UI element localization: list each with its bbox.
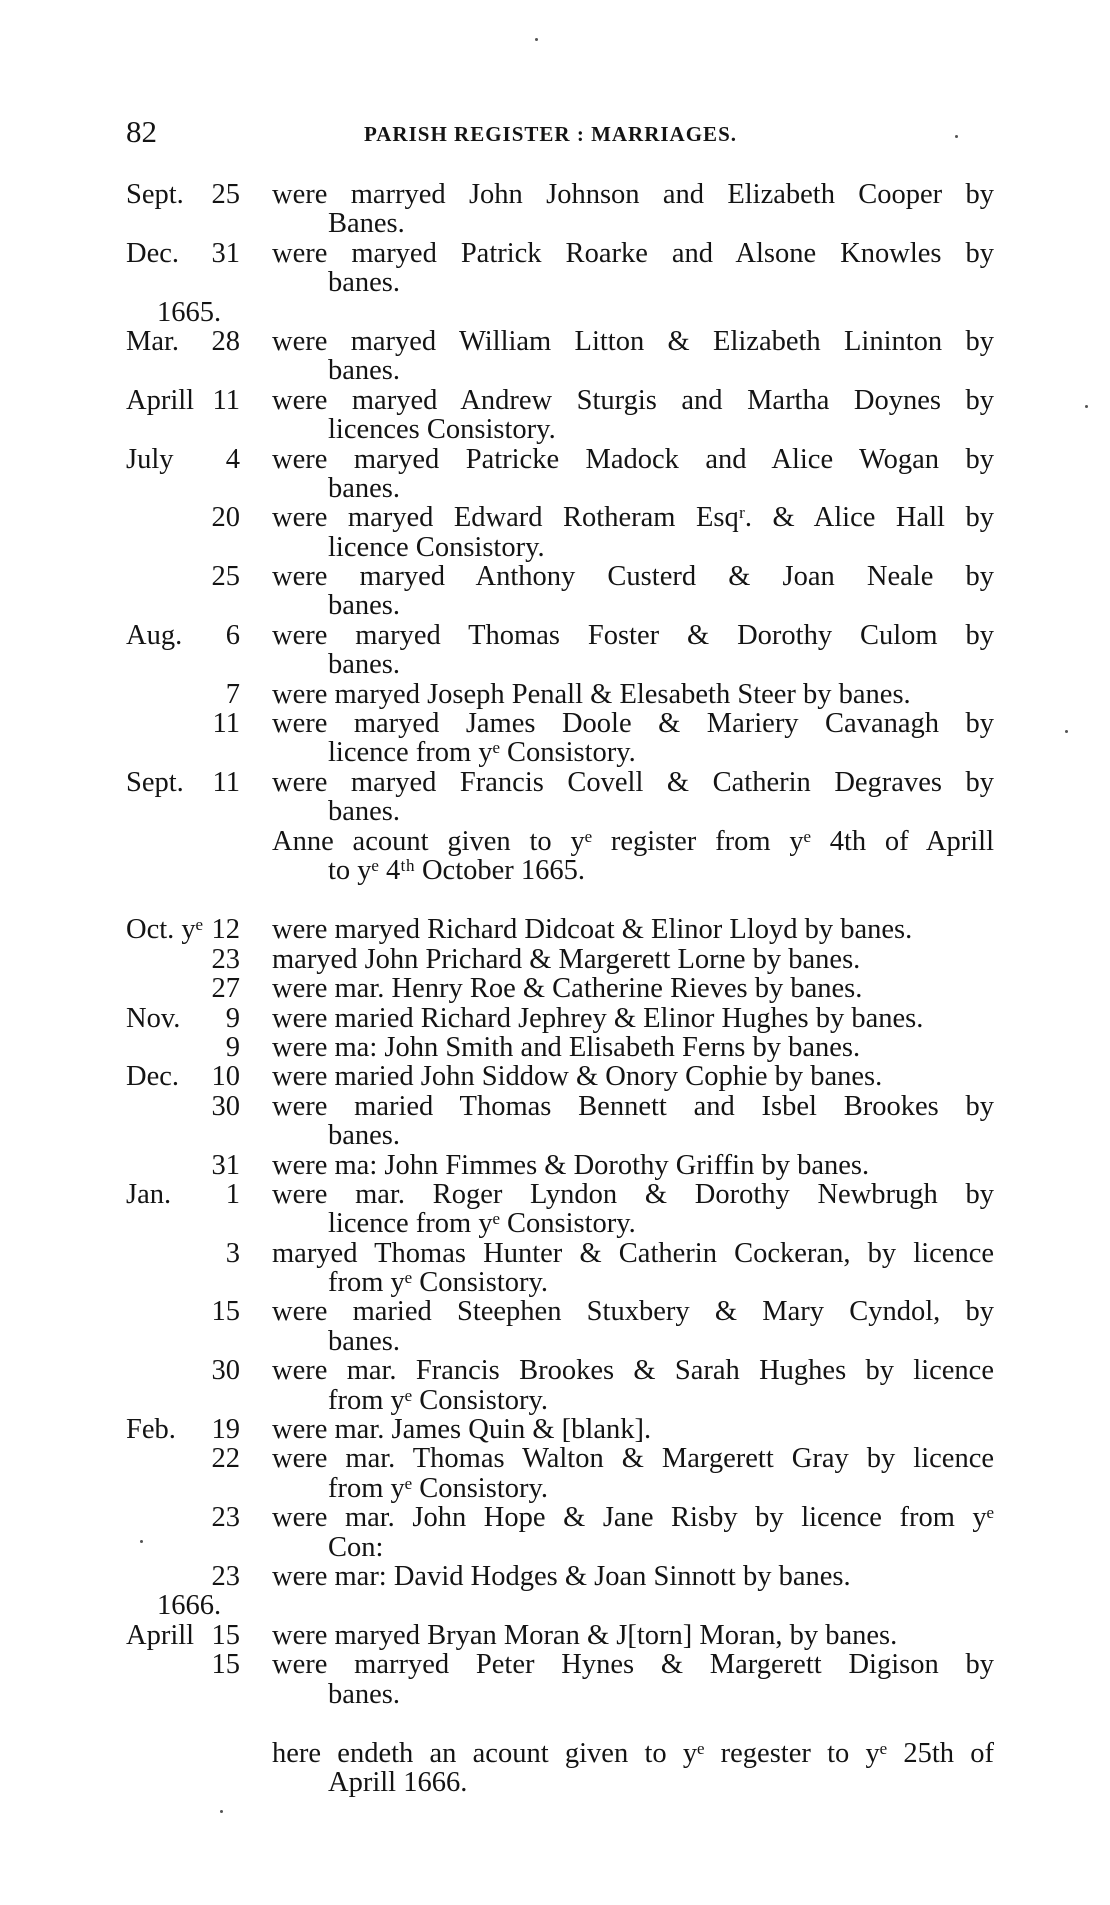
entry-text: were maried Richard Jephrey & Elinor Hughes by banes. [272, 1002, 924, 1034]
entry-text-continuation: licence Consistory. [328, 531, 545, 563]
running-head: PARISH REGISTER : MARRIAGES. [364, 122, 737, 146]
entry-day: 11 [212, 766, 240, 798]
scan-speck [535, 38, 538, 41]
entry-text: here endeth an acount given to yᵉ regester to yᵉ 25th of [272, 1737, 994, 1769]
entry-text: were mar. James Quin & [blank]. [272, 1414, 652, 1446]
register-entry-continuation [0, 415, 1110, 444]
register-entry [0, 1297, 1110, 1326]
entry-text-continuation: banes. [328, 1120, 401, 1152]
entry-day: 6 [225, 619, 240, 651]
entry-month: Dec. [126, 237, 180, 269]
scan-speck [220, 1810, 223, 1813]
entry-day: 22 [211, 1443, 240, 1475]
entry-day: 30 [211, 1355, 240, 1387]
entry-text: were maryed Patrick Roarke and Alsone Knowles by [272, 237, 994, 269]
register-entry [0, 1739, 1110, 1768]
entry-text-continuation: Aprill 1666. [328, 1767, 468, 1799]
entry-day: 15 [211, 1649, 240, 1681]
register-entry [0, 1503, 1110, 1532]
entry-text-continuation: licence from yᵉ Consistory. [328, 1208, 636, 1240]
register-entry [0, 1415, 1110, 1444]
entry-text: were maryed Patricke Madock and Alice Wogan by [272, 443, 994, 475]
entry-day: 31 [211, 237, 240, 269]
entry-day: 28 [211, 325, 240, 357]
register-entry-continuation [0, 1680, 1110, 1709]
entry-day: 23 [211, 1560, 240, 1592]
entry-text-continuation: from yᵉ Consistory. [328, 1472, 548, 1504]
entry-text: were ma: John Smith and Elisabeth Ferns by banes. [272, 1031, 861, 1063]
entry-day: 7 [225, 678, 240, 710]
entry-text-continuation: Banes. [328, 208, 405, 240]
entry-month: Aprill [126, 384, 195, 416]
entry-text-continuation: banes. [328, 796, 401, 828]
entry-text-continuation: Con: [328, 1531, 384, 1563]
entry-day: 30 [211, 1090, 240, 1122]
year-heading [0, 1591, 1110, 1620]
entry-day: 15 [211, 1619, 240, 1651]
register-entry [0, 680, 1110, 709]
entry-text-continuation: banes. [328, 649, 401, 681]
year-heading [0, 298, 1110, 327]
register-entry [0, 1151, 1110, 1180]
entry-day: 10 [211, 1061, 240, 1093]
register-entry-continuation [0, 591, 1110, 620]
entry-text-continuation: from yᵉ Consistory. [328, 1267, 548, 1299]
entry-text-continuation: banes. [328, 267, 401, 299]
year-label: 1665. [157, 296, 222, 328]
entry-text: were marryed John Johnson and Elizabeth Cooper by [272, 179, 994, 210]
register-entry [0, 1092, 1110, 1121]
entry-day: 12 [211, 914, 240, 946]
register-entry-continuation [0, 1327, 1110, 1356]
entry-day: 31 [211, 1149, 240, 1181]
entry-text: were maryed Edward Rotheram Esqʳ. & Alice Hall by [272, 502, 994, 534]
register-entry-continuation [0, 1268, 1110, 1297]
year-label: 1666. [157, 1590, 222, 1622]
entry-day: 20 [211, 502, 240, 534]
entry-text: maryed John Prichard & Margerett Lorne by banes. [272, 943, 861, 975]
entry-text: were marryed Peter Hynes & Margerett Digison by [272, 1649, 994, 1681]
register-entry [0, 180, 1110, 209]
register-entry-continuation [0, 797, 1110, 826]
register-entry [0, 709, 1110, 738]
entry-text: Anne acount given to yᵉ register from yᵉ 4th of Aprill [272, 825, 994, 857]
entry-text: were maryed Bryan Moran & J[torn] Moran, by banes. [272, 1619, 898, 1651]
entry-day: 3 [225, 1237, 240, 1269]
page-header [126, 114, 956, 150]
entry-day: 11 [212, 384, 240, 416]
register-entry [0, 1180, 1110, 1209]
register-entry-continuation [0, 1768, 1110, 1797]
entry-day: 4 [225, 443, 240, 475]
entry-month: Sept. [126, 179, 184, 210]
register-entry-continuation [0, 1474, 1110, 1503]
entry-day: 15 [211, 1296, 240, 1328]
entry-month: Aug. [126, 619, 183, 651]
marriage-register [0, 180, 1110, 1798]
entry-text: were maryed Anthony Custerd & Joan Neale by [272, 561, 994, 593]
scan-speck [140, 1540, 143, 1543]
entry-text: were ma: John Fimmes & Dorothy Griffin by banes. [272, 1149, 870, 1181]
entry-day: 9 [225, 1031, 240, 1063]
entry-month: Feb. [126, 1414, 176, 1446]
scan-speck [1085, 405, 1088, 408]
entry-text: were maried Thomas Bennett and Isbel Brookes by [272, 1090, 994, 1122]
entry-text-continuation: licences Consistory. [328, 414, 556, 446]
page-number: 82 [126, 114, 157, 149]
register-entry [0, 239, 1110, 268]
entry-text: were mar. Henry Roe & Catherine Rieves by banes. [272, 973, 863, 1005]
register-entry [0, 327, 1110, 356]
register-entry [0, 1062, 1110, 1091]
register-entry-continuation [0, 1209, 1110, 1238]
register-entry [0, 1444, 1110, 1473]
register-entry-continuation [0, 1386, 1110, 1415]
entry-month: Sept. [126, 766, 184, 798]
entry-text-continuation: from yᵉ Consistory. [328, 1384, 548, 1416]
entry-day: 25 [211, 179, 240, 210]
register-entry [0, 915, 1110, 944]
entry-day: 23 [211, 1502, 240, 1534]
entry-text-continuation: banes. [328, 1325, 401, 1357]
entry-text: were mar. Roger Lyndon & Dorothy Newbrugh by [272, 1178, 994, 1210]
entry-text: were maried John Siddow & Onory Cophie by banes. [272, 1061, 883, 1093]
entry-day: 25 [211, 561, 240, 593]
entry-text-continuation: licence from yᵉ Consistory. [328, 737, 636, 769]
entry-day: 1 [225, 1178, 240, 1210]
entry-text-continuation: to yᵉ 4ᵗʰ October 1665. [328, 854, 586, 886]
register-entry [0, 621, 1110, 650]
register-entry [0, 1562, 1110, 1591]
entry-text: were maryed Andrew Sturgis and Martha Doynes by [272, 384, 994, 416]
register-entry-continuation [0, 1533, 1110, 1562]
entry-text: were mar: David Hodges & Joan Sinnott by banes. [272, 1560, 851, 1592]
entry-text-continuation: banes. [328, 355, 401, 387]
register-entry [0, 562, 1110, 591]
entry-text: maryed Thomas Hunter & Catherin Cockeran, by licence [272, 1237, 994, 1269]
register-entry [0, 945, 1110, 974]
register-entry-continuation [0, 268, 1110, 297]
entry-month: Nov. [126, 1002, 181, 1034]
register-entry [0, 1356, 1110, 1385]
register-entry [0, 974, 1110, 1003]
entry-text: were maryed Francis Covell & Catherin Degraves by [272, 766, 994, 798]
scan-speck [1065, 730, 1068, 733]
register-entry [0, 827, 1110, 856]
scan-speck [955, 135, 958, 138]
entry-text-continuation: banes. [328, 472, 401, 504]
register-entry-continuation [0, 356, 1110, 385]
entry-text: were maryed Thomas Foster & Dorothy Culom by [272, 619, 994, 651]
register-entry [0, 1239, 1110, 1268]
entry-day: 27 [211, 973, 240, 1005]
entry-text-continuation: banes. [328, 590, 401, 622]
entry-text: were maryed Richard Didcoat & Elinor Lloyd by banes. [272, 914, 913, 946]
entry-text-continuation: banes. [328, 1678, 401, 1710]
register-entry [0, 445, 1110, 474]
register-entry-continuation [0, 856, 1110, 885]
entry-text: were maryed William Litton & Elizabeth Lininton by [272, 325, 994, 357]
register-entry [0, 768, 1110, 797]
entry-day: 23 [211, 943, 240, 975]
section-gap [0, 885, 1110, 915]
entry-text: were maryed James Doole & Mariery Cavanagh by [272, 708, 994, 740]
entry-text: were mar. Thomas Walton & Margerett Gray by licence [272, 1443, 994, 1475]
entry-month: Jan. [126, 1178, 172, 1210]
register-entry-continuation [0, 209, 1110, 238]
entry-text: were mar. Francis Brookes & Sarah Hughes by licence [272, 1355, 994, 1387]
register-entry [0, 1033, 1110, 1062]
entry-text: were maryed Joseph Penall & Elesabeth Steer by banes. [272, 678, 911, 710]
register-entry [0, 1650, 1110, 1679]
register-entry-continuation [0, 474, 1110, 503]
entry-month: Oct. yᵉ [126, 914, 203, 946]
register-entry [0, 1621, 1110, 1650]
entry-day: 9 [225, 1002, 240, 1034]
register-entry-continuation [0, 738, 1110, 767]
register-entry [0, 386, 1110, 415]
entry-month: Mar. [126, 325, 180, 357]
register-entry-continuation [0, 533, 1110, 562]
entry-text: were maried Steephen Stuxbery & Mary Cyndol, by [272, 1296, 994, 1328]
entry-month: July [126, 443, 174, 475]
entry-day: 19 [211, 1414, 240, 1446]
entry-day: 11 [212, 708, 240, 740]
entry-month: Aprill [126, 1619, 195, 1651]
section-gap [0, 1709, 1110, 1739]
register-entry [0, 1004, 1110, 1033]
register-entry-continuation [0, 650, 1110, 679]
entry-month: Dec. [126, 1061, 180, 1093]
entry-text: were mar. John Hope & Jane Risby by licence from yᵉ [272, 1502, 994, 1534]
register-entry-continuation [0, 1121, 1110, 1150]
register-entry [0, 503, 1110, 532]
